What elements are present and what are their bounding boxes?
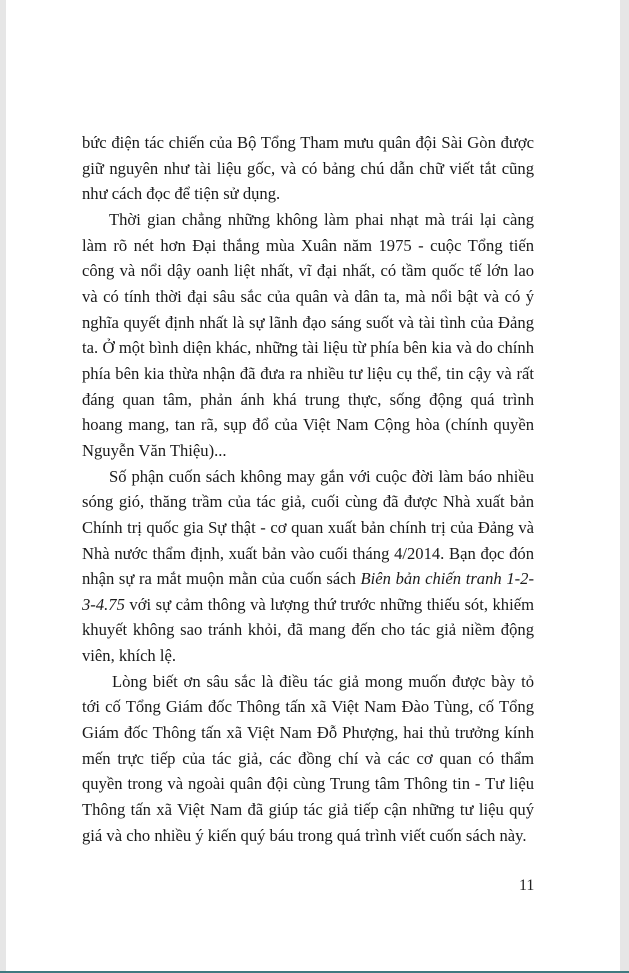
paragraph-time-victory: Thời gian chẳng những không làm phai nhạt mà trái lại càng làm rõ nét hơn Đại thắng mùa Xuân năm 1975 - cuộc Tổng tiến công và nổi dậy oanh liệt nhất, vĩ đại nhất, có tầm quốc tế lớn lao và có tính thời đại sâu sắc của quân và dân ta, mà nổi bật và có ý nghĩa quyết định nhất là sự lãnh đạo sáng suốt và tài tình của Đảng ta. Ở một bình diện khác, những tài liệu từ phía bên kia và do chính phía bên kia thừa nhận đã đưa ra nhiều tư liệu cụ thể, tin cậy và rất đáng quan tâm, phản ánh khá trung thực, sống động quá trình hoang mang, tan rã, sụp đổ của Việt Nam Cộng hòa (chính quyền Nguyễn Văn Thiệu)... bbox=[82, 209, 534, 460]
book-page bbox=[6, 0, 620, 971]
paragraph-text: Số phận cuốn sách không may gắn với cuộc đời làm báo nhiều sóng gió, thăng trầm của tác giả, cuối cùng đã được Nhà xuất bản Chính trị quốc gia Sự thật - cơ quan xuất bản chính trị của Đảng và Nhà nước thẩm định, xuất bản vào cuối tháng 4/2014. Bạn đọc đón nhận sự ra mắt muộn mằn của cuốn sách bbox=[82, 466, 534, 589]
paragraph-continuation: bức điện tác chiến của Bộ Tổng Tham mưu quân đội Sài Gòn được giữ nguyên như tài liệu gốc, và có bảng chú dẫn chữ viết tắt cũng như cách đọc để tiện sử dụng. bbox=[82, 133, 534, 204]
paragraph-gratitude: Lòng biết ơn sâu sắc là điều tác giả mong muốn được bày tỏ tới cố Tổng Giám đốc Thông tấn xã Việt Nam Đào Tùng, cố Tổng Giám đốc Thông tấn xã Việt Nam Đỗ Phượng, hai thủ trưởng kính mến trực tiếp của tác giả, các đồng chí và các cơ quan có thẩm quyền trong và ngoài quân đội cùng Trung tâm Thông tin - Tư liệu Thông tấn xã Việt Nam đã giúp tác giả tiếp cận những tư liệu quý giá và cho nhiều ý kiến quý báu trong quá trình viết cuốn sách này. bbox=[82, 671, 534, 845]
paragraph-text: với sự cảm thông và lượng thứ trước những thiếu sót, khiếm khuyết không sao tránh khỏi, đã mang đến cho tác giả niềm động viên, khích lệ. bbox=[82, 594, 534, 666]
paragraph-book-fate bbox=[82, 464, 534, 669]
page-body-text bbox=[82, 130, 534, 848]
page-number: 11 bbox=[519, 877, 535, 894]
book-title: Biên bản chiến tranh 1-2-3-4.75 bbox=[82, 569, 534, 614]
